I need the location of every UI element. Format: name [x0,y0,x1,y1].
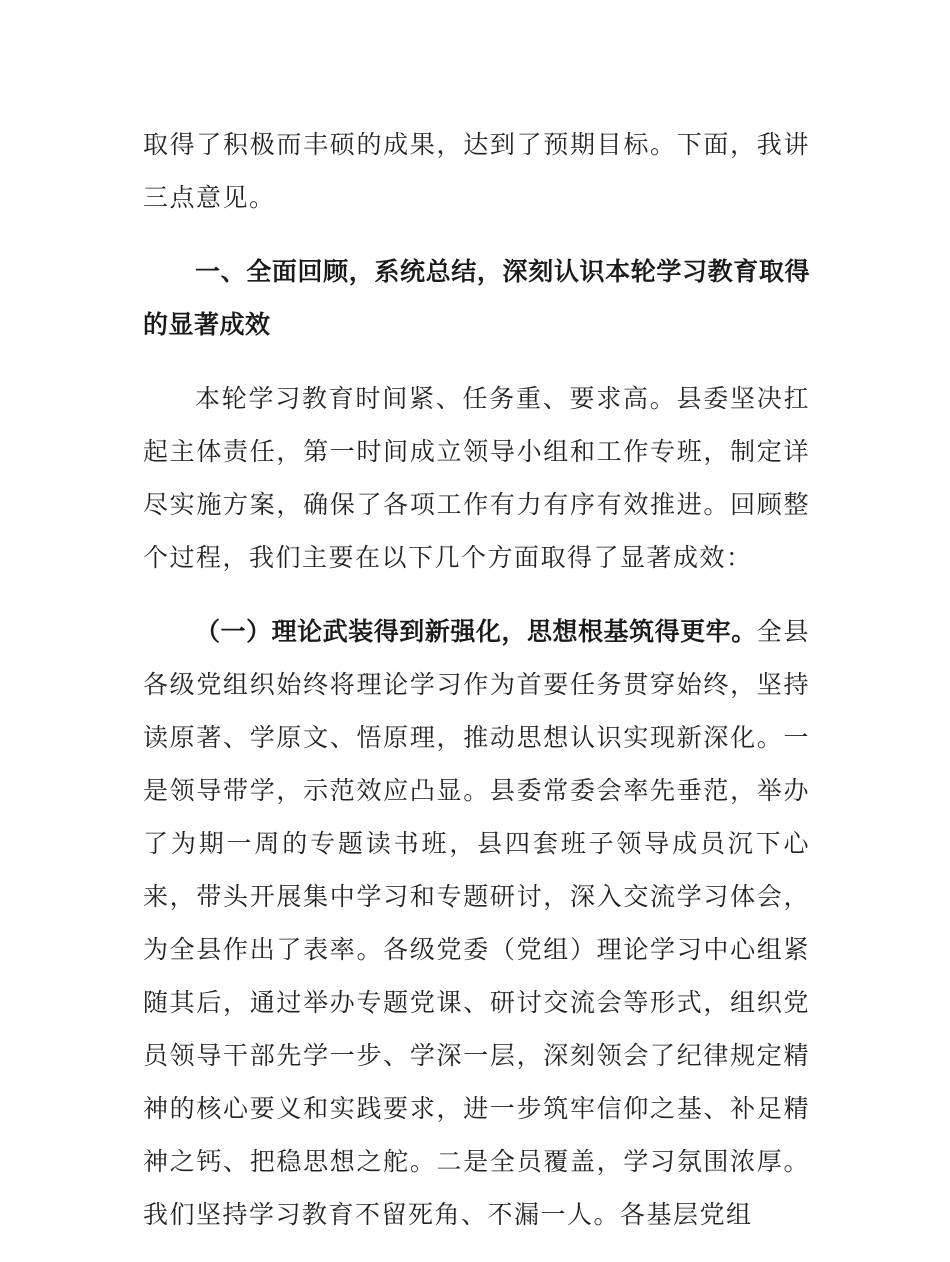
document-body [143,118,810,1262]
intro-paragraph: 取得了积极而丰硕的成果，达到了预期目标。下面，我讲三点意见。 [143,130,810,212]
overview-paragraph: 本轮学习教育时间紧、任务重、要求高。县委坚决扛起主体责任，第一时间成立领导小组和工作专班，制定详尽实施方案，确保了各项工作有力有序有效推进。回顾整个过程，我们主要在以下几个方面取得了显著成效： [143,384,810,572]
subsection-paragraph [143,605,810,1241]
section-heading: 一、全面回顾，系统总结，深刻认识本轮学习教育取得的显著成效 [143,257,810,339]
subsection-lead: （一）理论武装得到新强化，思想根基筑得更牢。 [195,617,757,646]
subsection-body: 全县各级党组织始终将理论学习作为首要任务贯穿始终，坚持读原著、学原文、悟原理，推动思想认识实现新深化。一是领导带学，示范效应凸显。县委常委会率先垂范，举办了为期一周的专题读书班，县四套班子领导成员沉下心来，带头开展集中学习和专题研讨，深入交流学习体会，为全县作出了表率。各级党委（党组）理论学习中心组紧随其后，通过举办专题党课、研讨交流会等形式，组织党员领导干部先学一步、学深一层，深刻领会了纪律规定精神的核心要义和实践要求，进一步筑牢信仰之基、补足精神之钙、把稳思想之舵。二是全员覆盖，学习氛围浓厚。我们坚持学习教育不留死角、不漏一人。各基层党组 [143,617,810,1229]
